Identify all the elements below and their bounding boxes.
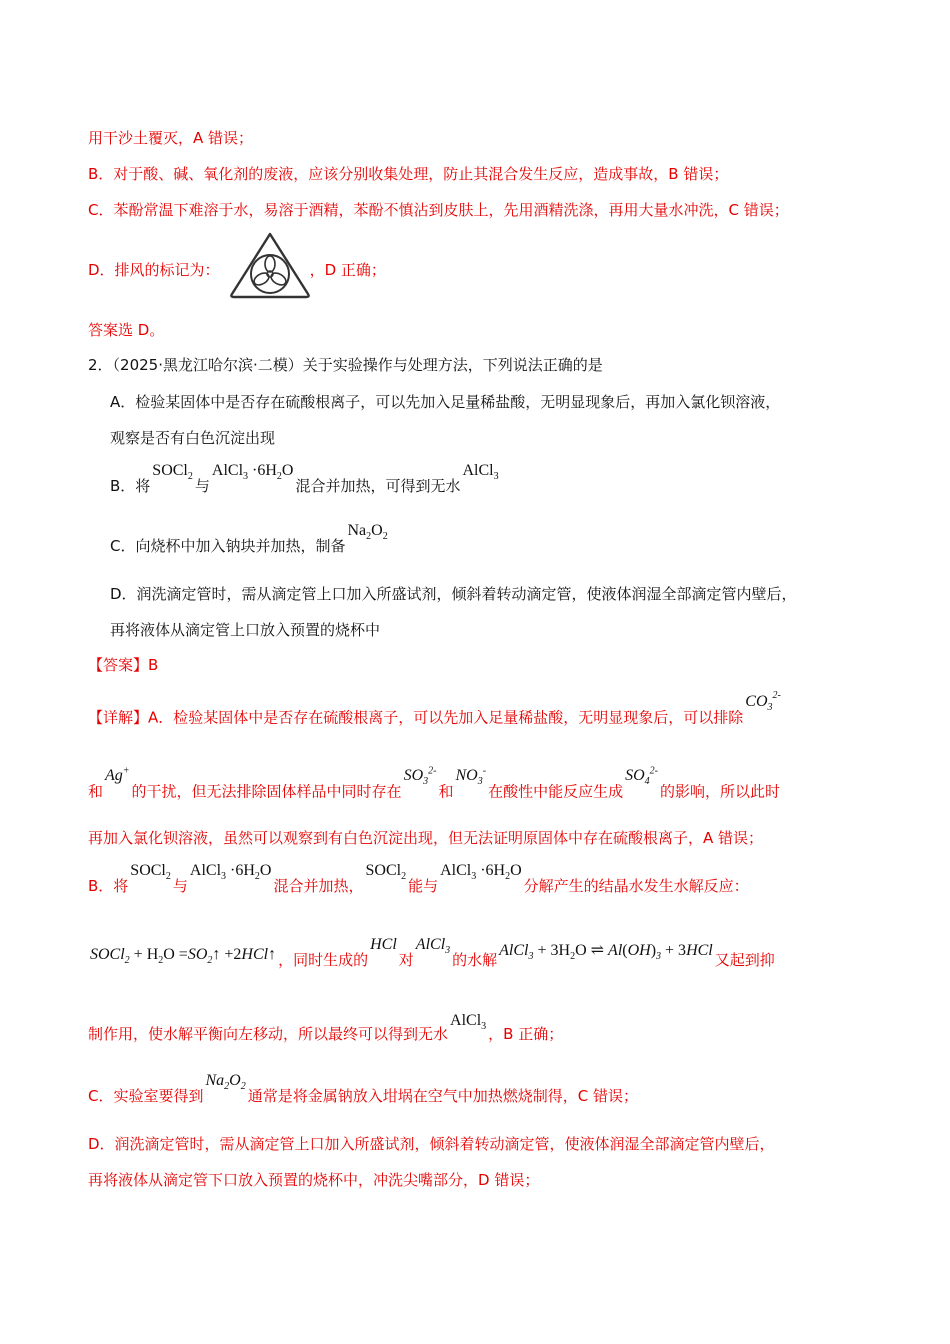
explanation-text: 【详解】A．检验某固体中是否存在硫酸根离子，可以先加入足量稀盐酸，无明显现象后，可以排除	[88, 708, 744, 727]
explanation-line	[88, 862, 749, 903]
explanation-text: 和	[88, 782, 104, 801]
formula-co3: $CO_3^{2-}$	[745, 690, 781, 714]
option-text: C．向烧杯中加入钠块并加热，制备	[110, 537, 346, 555]
option-a-cont: 观察是否有白色沉淀出现	[110, 429, 276, 447]
exhaust-fan-icon	[228, 230, 312, 300]
option-c	[110, 522, 390, 563]
option-d: D．润洗滴定管时，需从滴定管上口加入所盛试剂，倾斜着转动滴定管，使液体润湿全部滴定管内壁后，	[110, 585, 797, 603]
explanation-text: B．将	[88, 877, 129, 895]
formula-na2o2: $Na_2O_2$	[347, 522, 388, 543]
explanation-text: 对	[398, 951, 414, 969]
explanation-text: 混合并加热，	[273, 877, 364, 895]
explanation-line	[88, 690, 783, 735]
option-text: 与	[194, 477, 210, 495]
explanation-text: 的影响，所以此时	[659, 782, 780, 801]
formula-so4: $SO_4^{2-}$	[625, 766, 658, 788]
explanation-line: 用干沙土覆灭，A 错误；	[88, 129, 254, 147]
option-b	[110, 462, 501, 503]
formula-no3: $NO_3^-$	[455, 766, 487, 788]
question-stem: 2．（2025·黑龙江哈尔滨·二模）关于实验操作与处理方法，下列说法正确的是	[88, 356, 603, 374]
formula-alcl3: AlCl$_3$	[450, 1012, 487, 1033]
option-a: A．检验某固体中是否存在硫酸根离子，可以先加入足量稀盐酸，无明显现象后，再加入氯化钡溶液，	[110, 393, 781, 411]
explanation-line	[88, 1012, 564, 1051]
explanation-line: D．润洗滴定管时，需从滴定管上口加入所盛试剂，倾斜着转动滴定管，使液体润湿全部滴定管内壁后，	[88, 1135, 775, 1153]
formula-socl2: SOCl$_2$	[130, 862, 171, 883]
explanation-line: 再加入氯化钡溶液，虽然可以观察到有白色沉淀出现，但无法证明原固体中存在硫酸根离子，A 错误；	[88, 829, 764, 847]
equation-alcl3-hydrolysis: AlCl$_3$ + $3H_2O$ ⇌ $Al(OH)_3 + 3HCl$	[499, 942, 713, 963]
formula-alcl3-6h2o: AlCl$_3$ $\cdot 6H_2O$	[211, 462, 294, 483]
formula-alcl3-6h2o: AlCl$_3$ $\cdot 6H_2O$	[189, 862, 272, 883]
explanation-text: 与	[172, 877, 188, 895]
formula-ag: Ag+	[105, 766, 130, 785]
explanation-text: 和	[438, 782, 454, 801]
equation-socl2-h2o: SOCl$_2$ + $H_2O$ $=SO_2↑$ +2HCl↑	[90, 946, 277, 967]
option-text: B．将	[110, 477, 151, 495]
explanation-text: 分解产生的结晶水发生水解反应：	[523, 877, 749, 895]
explanation-line: B．对于酸、碱、氧化剂的废液，应该分别收集处理，防止其混合发生反应，造成事故，B 错误；	[88, 165, 729, 183]
explanation-text: 通常是将金属钠放入坩埚在空气中加热燃烧制得，C 错误；	[247, 1087, 638, 1105]
explanation-text: 又起到抑	[714, 951, 775, 969]
explanation-line: 再将液体从滴定管下口放入预置的烧杯中，冲洗尖嘴部分，D 错误；	[88, 1171, 540, 1189]
explanation-text: C．实验室要得到	[88, 1087, 204, 1105]
formula-alcl3: AlCl$_3$	[415, 936, 451, 957]
explanation-text: ，同时生成的	[278, 951, 369, 969]
explanation-text: ，D 正确；	[309, 261, 386, 279]
explanation-line	[88, 936, 775, 977]
explanation-text: D．排风的标记为：	[88, 261, 220, 279]
option-d-cont: 再将液体从滴定管上口放入预置的烧杯中	[110, 621, 381, 639]
explanation-text: 制作用，使水解平衡向左移动，所以最终可以得到无水	[88, 1025, 449, 1043]
explanation-text: ，B 正确；	[488, 1025, 564, 1043]
formula-so3: $SO_3^{2-}$	[403, 766, 437, 788]
formula-hcl: HCl	[370, 936, 397, 953]
explanation-line	[88, 1072, 638, 1113]
explanation-line	[88, 766, 780, 809]
explanation-text: 的干扰，但无法排除固体样品中同时存在	[131, 782, 402, 801]
formula-socl2: SOCl$_2$	[365, 862, 407, 883]
explanation-text: 能与	[408, 877, 439, 895]
answer-choice-line: 答案选 D。	[88, 321, 165, 339]
formula-na2o2: $Na_2O_2$	[205, 1072, 246, 1093]
explanation-text: 在酸性中能反应生成	[488, 782, 624, 801]
explanation-text: 的水解	[452, 951, 498, 969]
formula-alcl3: AlCl$_3$	[462, 462, 499, 483]
option-text: 混合并加热，可得到无水	[295, 477, 461, 495]
explanation-line: C．苯酚常温下难溶于水，易溶于酒精，苯酚不慎沾到皮肤上，先用酒精洗涤，再用大量水冲洗，C 错误；	[88, 201, 789, 219]
formula-socl2: SOCl$_2$	[152, 462, 193, 483]
formula-alcl3-6h2o: AlCl$_3$ $\cdot 6H_2O$	[440, 862, 522, 883]
answer-label: 【答案】B	[88, 656, 159, 674]
